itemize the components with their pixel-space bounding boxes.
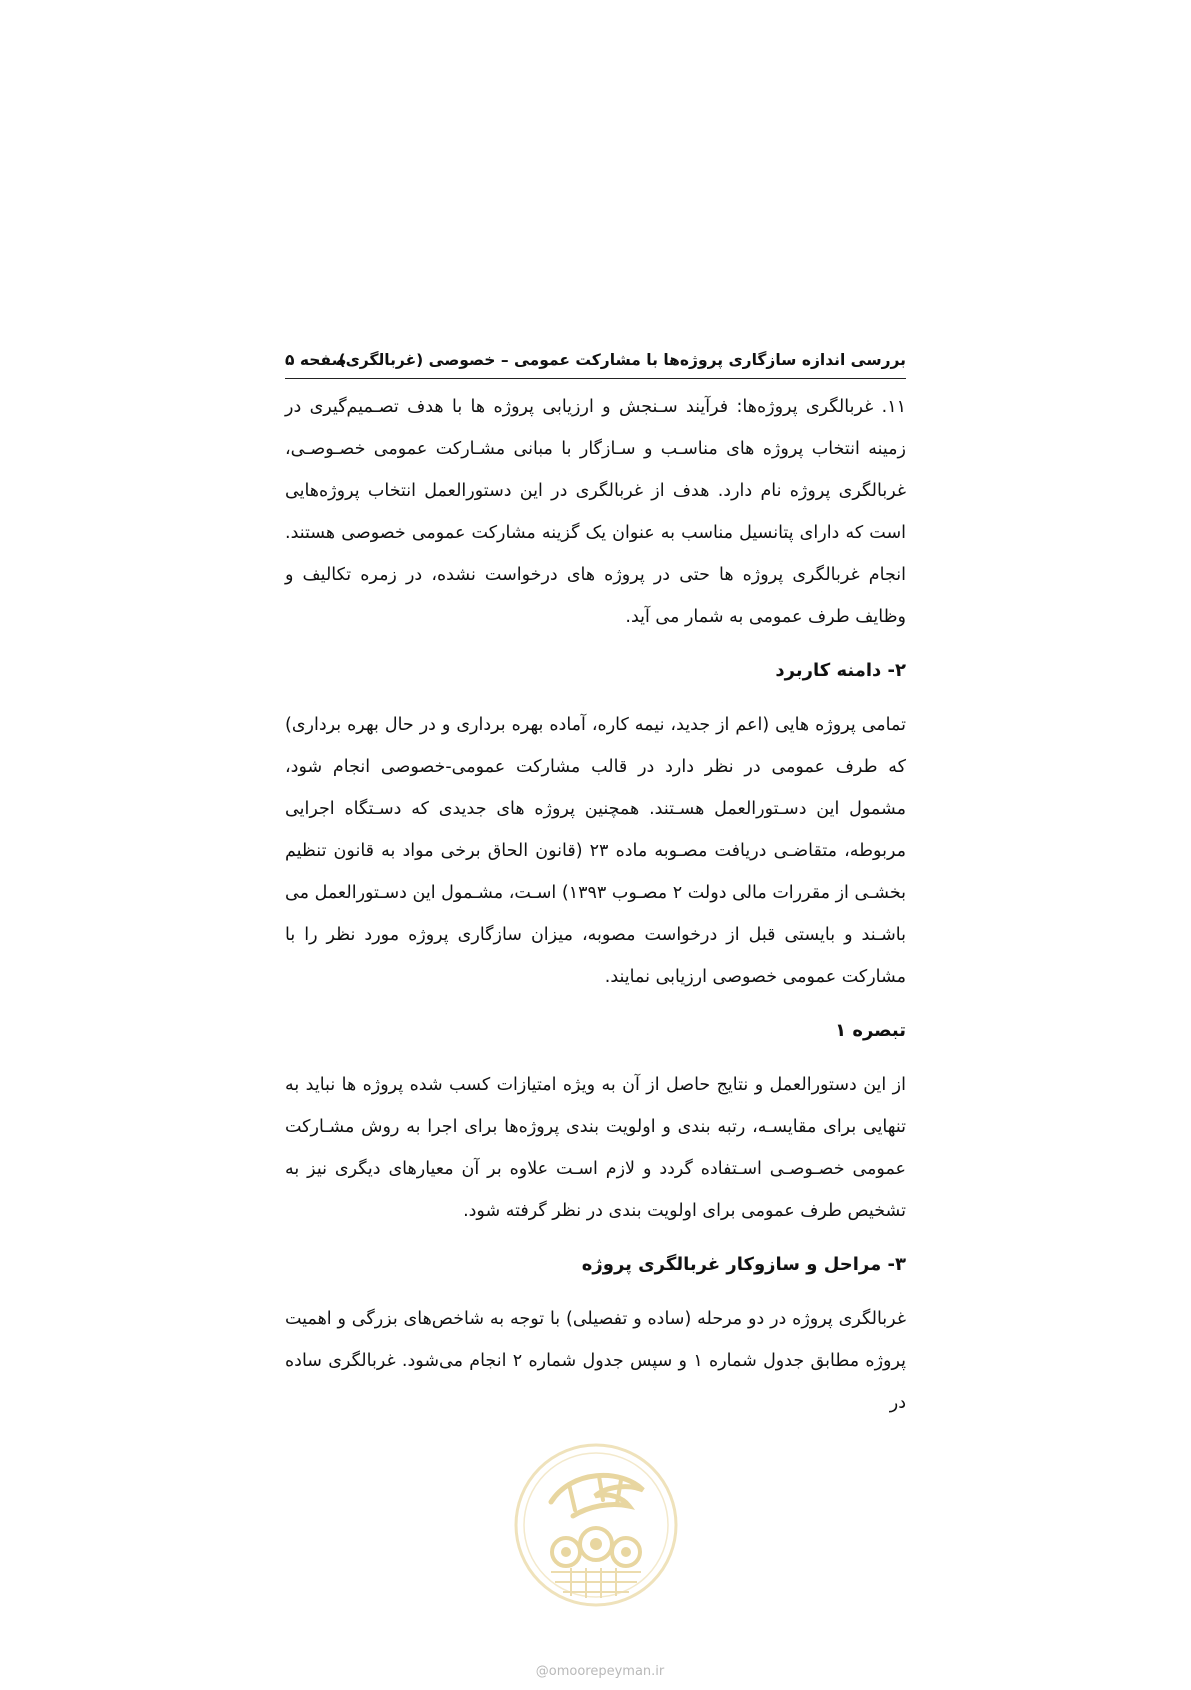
note-heading: تبصره ۱ [835,1020,906,1041]
page-number: صفحه ۵ [285,351,347,369]
process-paragraph: غربالگری پروژه در دو مرحله (ساده و تفصیلی) با توجه به شاخص‌های بزرگی و اهمیت پروژه مطابق جدول شماره ۱ و سپس جدول شماره ۲ انجام می‌شود. غربالگری ساده در [285,1309,906,1413]
document-title: بررسی اندازه سازگاری پروژه‌ها با مشارکت عمومی – خصوصی (غربالگری) [338,351,906,369]
watermark-url: @omoorepeyman.ir [535,1664,665,1679]
page-header [285,348,906,379]
section-heading-process: ۳- مراحل و سازوکار غربالگری پروژه [581,1254,906,1275]
document-body [285,386,906,1424]
note-paragraph: از این دستورالعمل و نتایج حاصل از آن به ویژه امتیازات کسب شده پروژه ها نباید به تنهایی برای مقایسـه، رتبه بندی و اولویت بندی پروژه‌ها برای اجرا به روش مشـارکت عمومی خصـوصـی اسـتفاده گردد و لازم اسـت علاوه بر آن معیارهای دیگری نیز به تشخیص طرف عمومی برای اولویت بندی در نظر گرفته شود. [285,1075,906,1221]
section-heading-scope: ۲- دامنه کاربرد [775,660,906,681]
definition-paragraph: ۱۱. غربالگری پروژه‌ها: فرآیند سـنجش و ارزیابی پروژه ها با هدف تصـمیم‌گیری در زمینه انتخاب پروژه های مناسـب و سـازگار با مبانی مشـارکت عمومی خصـوصـی، غربالگری پروژه نام دارد. هدف از غربالگری در این دستورالعمل انتخاب پروژه‌هایی است که دارای پتانسیل مناسب به عنوان یک گزینه مشارکت عمومی خصوصی هستند. انجام غربالگری پروژه ها حتی در پروژه های درخواست نشده، در زمره تکالیف و وظایف طرف عمومی به شمار می آید. [285,397,906,627]
watermark-seal [511,1440,681,1610]
seal-logo-icon [511,1440,681,1610]
scope-paragraph: تمامی پروژه هایی (اعم از جدید، نیمه کاره، آماده بهره برداری و در حال بهره برداری) که طرف عمومی در نظر دارد در قالب مشارکت عمومی-خصوصی انجام شود، مشمول این دسـتورالعمل هسـتند. همچنین پروژه های جدیدی که دسـتگاه اجرایی مربوطه، متقاضـی دریافت مصـوبه ماده ۲۳ (قانون الحاق برخی مواد به قانون تنظیم بخشـی از مقررات مالی دولت ۲ مصـوب ۱۳۹۳) اسـت، مشـمول این دسـتورالعمل می باشـند و بایستی قبل از درخواست مصوبه، میزان سازگاری پروژه مورد نظر را با مشارکت عمومی خصوصی ارزیابی نمایند. [285,715,906,987]
